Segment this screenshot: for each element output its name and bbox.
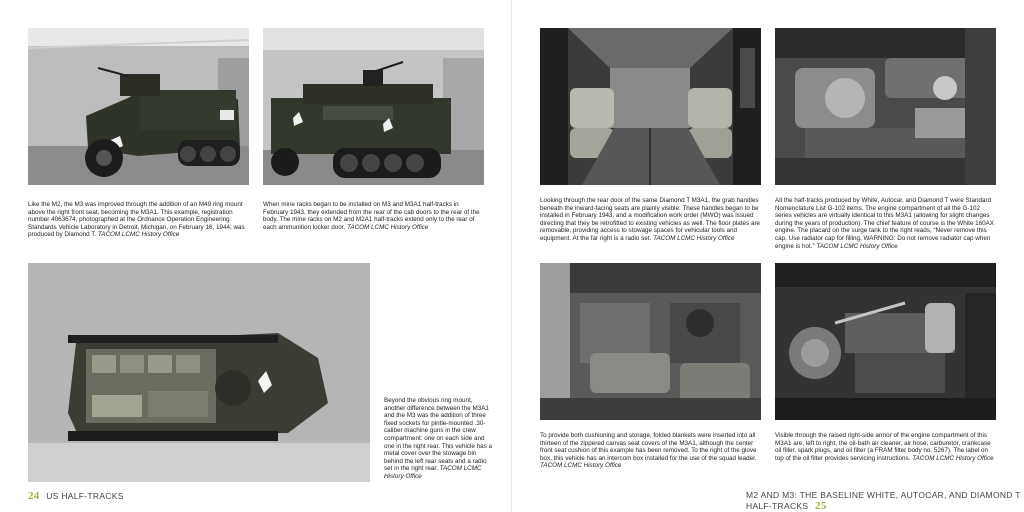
photo-credit: TACOM LCMC History Office xyxy=(347,223,429,231)
photo-rear-interior xyxy=(540,28,761,185)
photo-engine-compartment xyxy=(775,28,996,185)
caption-rear-interior xyxy=(540,197,761,243)
left-page-footer xyxy=(28,490,124,502)
right-page xyxy=(512,0,1024,512)
caption-m3a1-mine-racks xyxy=(263,201,484,231)
caption-text: When mine racks began to be installed on M3 and M3A1 half-tracks in February 1943, they extended from the rear of the cab doors to the rear of the body. The mine racks on M2 and M2A1 half-tracks extend only to the rear of each ammunition locker door. xyxy=(263,201,480,231)
photo-credit: TACOM LCMC History Office xyxy=(816,242,898,250)
caption-engine-right-side xyxy=(775,432,996,462)
caption-text: Looking through the rear door of the same Diamond T M3A1, the grab handles beneath the inward-facing seats are plainly visible. These handles began to be installed in February 1943, and a modification work order (MWO) was issued directing that they be retrofitted to existing vehicles as well. The floor plates are removable, providing access to stowage spaces for vehicular tools and equipment. At the far right is a radio set. xyxy=(540,197,761,242)
photo-credit: TACOM LCMC History Office xyxy=(653,234,735,242)
photo-m3a1-side-mine-racks xyxy=(263,28,484,185)
photo-credit: TACOM LCMC History Office xyxy=(384,465,482,480)
photo-credit: TACOM LCMC History Office xyxy=(97,231,180,239)
caption-text: Like the M2, the M3 was improved through the addition of an M49 ring mount above the right front seat, becoming the M3A1. This example, registration number 4063674, photographed at the Ordnance Operation Engineering Standards Vehicle Laboratory in Detroit, Michigan, on February 16, 1944, was produced by Diamond T. xyxy=(28,201,245,239)
running-head: US HALF-TRACKS xyxy=(46,491,124,501)
caption-cab-interior xyxy=(540,432,761,470)
photo-m3a1-overhead xyxy=(28,263,370,482)
photo-cab-interior xyxy=(540,263,761,420)
photo-credit: TACOM LCMC History Office xyxy=(540,462,622,470)
photo-credit: TACOM LCMC History Office xyxy=(912,454,994,462)
right-page-footer xyxy=(746,490,1024,512)
photo-m3a1-front xyxy=(28,28,249,185)
caption-text: To provide both cushioning and storage, folded blankets were inserted into all thirteen of the zippered canvas seat covers of the M3A1, although the center front seat cushion of this example has been removed. To the right of the glove box, this vehicle has an intercom box installed for the use of the squad leader. xyxy=(540,432,757,462)
caption-text: Beyond the obvious ring mount, another difference between the M3A1 and the M3 was the addition of three fixed sockets for pintle-mounted .30-caliber machine guns in the crew compartment: one on each side and one in the right rear. This vehicle has a metal cover over the stowage bin behind the left rear seats and a radio set in the right rear. xyxy=(384,397,493,473)
running-head: M2 AND M3: THE BASELINE WHITE, AUTOCAR, AND DIAMOND T HALF-TRACKS xyxy=(746,490,1021,511)
photo-engine-right-side xyxy=(775,263,996,420)
page-number: 24 xyxy=(28,490,40,502)
page-number: 25 xyxy=(815,500,827,512)
caption-engine-compartment xyxy=(775,197,996,250)
caption-text: All the half-tracks produced by White, Autocar, and Diamond T were Standard Nomenclature List G-102 items. The engine compartment of all the G-102 series vehicles are virtually identical to this M3A1 (allowing for slight changes during the years of production). The chief feature of course is the White 160AX engine. The placard on the surge tank to the right reads, “Never remove this cap. Use radiator cap for filling. WARNING: Do not remove radiator cap when engine is hot.” xyxy=(775,197,994,250)
caption-m3a1-front xyxy=(28,201,249,239)
caption-text: Visible through the raised right-side armor of the engine compartment of this M3A1 are, left to right, the oil-bath air cleaner, air hose, carburetor, crankcase oil filler, spark plugs, and oil filter (a FRAM filter body no. 5267). The label on top of the oil filter provides servicing instructions. xyxy=(775,432,991,462)
caption-m3a1-overhead xyxy=(384,397,494,481)
